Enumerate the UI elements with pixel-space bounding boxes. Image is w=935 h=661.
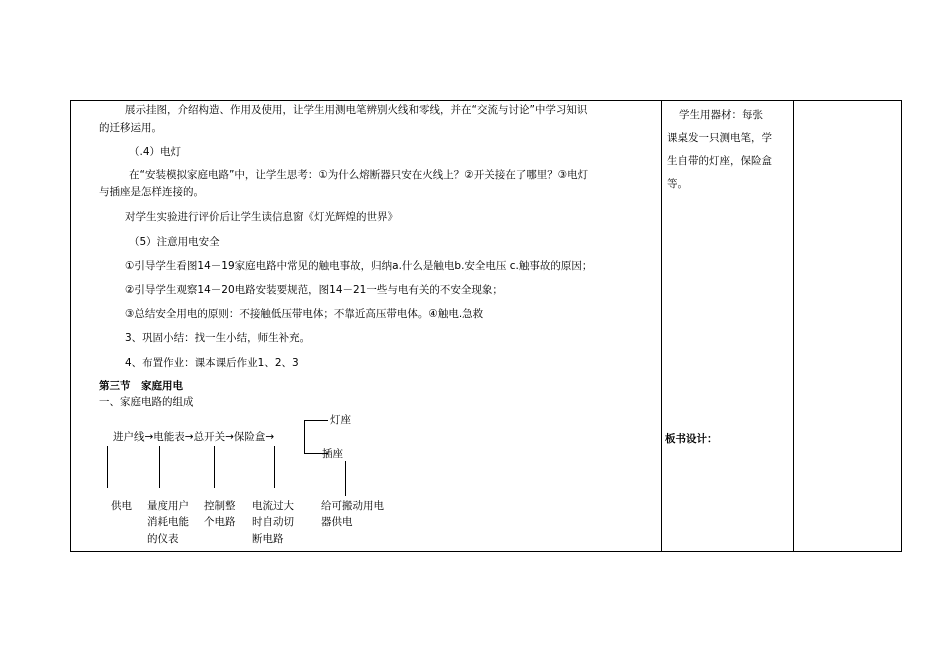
materials-line-4: 等。: [667, 178, 688, 190]
student-materials-cell: [661, 101, 793, 551]
paragraph-10: 4、布置作业：课本课后作业1、2、3: [125, 357, 299, 369]
label-meter-l1: 量度用户: [147, 500, 189, 512]
paragraph-1-line-1: 展示挂图，介绍构造、作用及使用，让学生用测电笔辨别火线和零线，并在“交流与讨论”中学习知识: [125, 104, 588, 116]
section-title: 第三节 家庭用电: [99, 380, 183, 392]
teaching-process-cell: [71, 101, 661, 551]
paragraph-3-line-2: 与插座是怎样连接的。: [99, 186, 204, 198]
paragraph-7: ②引导学生观察14－20电路安装要规范，图14－21一些与电有关的不安全现象；: [125, 284, 503, 296]
label-fuse-l3: 断电路: [252, 533, 284, 545]
paragraph-3-line-1: 在“安装模拟家庭电路”中，让学生思考：①为什么熔断器只安在火线上？②开关接在了哪里？③电灯: [129, 169, 589, 181]
materials-line-1: 学生用器材：每张: [679, 109, 763, 121]
label-fuse-l1: 电流过大: [252, 500, 294, 512]
paragraph-lamp-heading: （.4）电灯: [129, 146, 182, 158]
branch-top-line: [304, 420, 328, 421]
drop-line-4: [274, 446, 275, 488]
label-socket-l2: 器供电: [321, 516, 353, 528]
board-design-label: 板书设计：: [665, 433, 718, 445]
drop-line-5: [345, 461, 346, 496]
label-fuse-l2: 时自动切: [252, 516, 294, 528]
materials-text: [667, 104, 789, 196]
paragraph-6: ①引导学生看图14－19家庭电路中常见的触电事故，归纳a.什么是触电b.安全电压 c.触事故的原因；: [125, 260, 593, 272]
branch-top-label: 灯座: [330, 414, 351, 426]
materials-line-2: 课桌发一只测电笔，学: [667, 132, 772, 144]
drop-line-1: [107, 446, 108, 488]
notes-cell: [793, 101, 903, 551]
label-socket-l1: 给可搬动用电: [321, 500, 384, 512]
materials-line-3: 生自带的灯座，保险盒: [667, 155, 772, 167]
branch-vertical-line: [304, 420, 305, 454]
branch-bottom-label: 插座: [322, 448, 343, 460]
label-switch-l2: 个电路: [204, 516, 236, 528]
lesson-table: [70, 100, 902, 552]
paragraph-8: ③总结安全用电的原则：不接触低压带电体；不靠近高压带电体。④触电.急救: [125, 308, 484, 320]
label-meter-l2: 消耗电能: [147, 516, 189, 528]
paragraph-9: 3、巩固小结：找一生小结，师生补充。: [125, 332, 311, 344]
circuit-chain-text: 进户线→电能表→总开关→保险盒→: [113, 431, 275, 443]
drop-line-2: [159, 446, 160, 488]
drop-line-3: [214, 446, 215, 488]
paragraph-5: （5）注意用电安全: [129, 236, 220, 248]
label-switch-l1: 控制整: [204, 500, 236, 512]
sub-title: 一、家庭电路的组成: [99, 396, 194, 408]
label-supply: 供电: [111, 500, 132, 512]
paragraph-4: 对学生实验进行评价后让学生读信息窗《灯光辉煌的世界》: [125, 211, 398, 223]
paragraph-1-line-2: 的迁移运用。: [99, 122, 162, 134]
label-meter-l3: 的仪表: [147, 533, 179, 545]
